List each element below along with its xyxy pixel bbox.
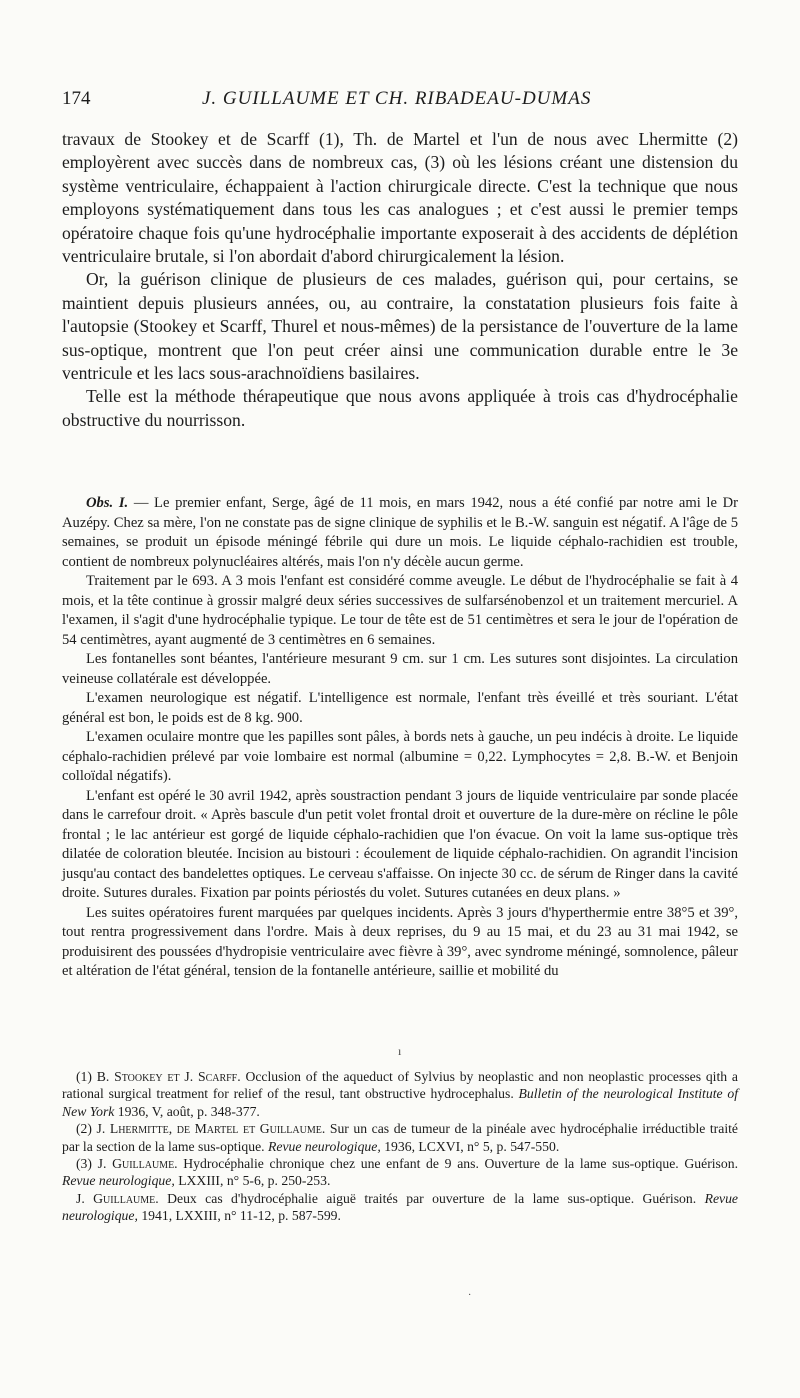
footnote-journal: Revue neurologique,: [62, 1173, 175, 1189]
footnote-journal: Bulletin of the neurological Institute of New York: [62, 1086, 738, 1119]
main-text: [62, 128, 738, 432]
footnote-authors: (3) J. Guillaume.: [76, 1156, 178, 1172]
observation-label: Obs. I.: [86, 495, 129, 511]
footnote-text: Hydrocéphalie chronique chez une enfant de 9 ans. Ouverture de la lame sus-optique. Guérison.: [183, 1156, 738, 1172]
footnote: [62, 1155, 738, 1190]
observation-paragraph: Les fontanelles sont béantes, l'antérieure mesurant 9 cm. sur 1 cm. Les sutures sont disjointes. La circulation veineuse collatérale est développée.: [62, 651, 738, 687]
page-number: 174: [62, 88, 91, 109]
footnotes: [62, 1068, 738, 1225]
observation-text: — Le premier enfant, Serge, âgé de 11 mois, en mars 1942, nous a été confié par notre ami le Dr Auzépy. Chez sa mère, l'on ne constate pas de signe clinique de syphilis et le B.-W. sanguin est négatif. A l'âge de 5 semaines, se produit un épisode méningé fébrile qui dure un mois. Le liquide céphalo-rachidien est trouble, contient de nombreux polynucléaires altérés, mais l'on n'y décèle aucun germe.: [62, 495, 738, 570]
body-paragraph: travaux de Stookey et de Scarff (1), Th. de Martel et l'un de nous avec Lhermitte (2) employèrent avec succès dans de nombreux cas, (3) où les lésions créant une distension du système ventriculaire, échappaient à l'action chirurgicale directe. C'est la technique que nous employons systématiquement dans tous les cas analogues ; et c'est aussi le premier temps opératoire chaque fois qu'une hydrocéphalie importante exposerait à des accidents de déplétion ventriculaire brutale, si l'on abordait d'abord chirurgicalement la lésion.: [62, 129, 738, 267]
observation-block: [62, 494, 738, 982]
running-title: J. GUILLAUME ET CH. RIBADEAU-DUMAS: [202, 88, 592, 109]
observation-paragraph: L'enfant est opéré le 30 avril 1942, après soustraction pendant 3 jours de liquide ventriculaire par sonde placée dans le carrefour droit. « Après bascule d'un petit volet frontal droit et ouverture de la dure-mère on récline le pôle frontal ; le lac antérieur est gorgé de liquide céphalo-rachidien que l'on évacue. On voit la lame sus-optique très dilatée de coloration bleutée. Incision au bistouri : écoulement de liquide céphalo-rachidien. On agrandit l'incision jusqu'au contact des bandelettes optiques. Le cerveau s'affaisse. On injecte 30 cc. de sérum de Ringer dans la cavité droite. Sutures durales. Fixation par points périostés du volet. Sutures cutanées en deux plans. »: [62, 787, 738, 901]
observation-paragraph: [62, 494, 738, 572]
page-header: [62, 88, 738, 112]
footnote-authors: (2) J. Lhermitte, de Martel et Guillaume.: [76, 1121, 326, 1137]
footnote-text: Deux cas d'hydrocéphalie aiguë traités par ouverture de la lame sus-optique. Guérison.: [167, 1190, 697, 1206]
footnote-ref: LXXIII, n° 5-6, p. 250-253.: [178, 1173, 331, 1189]
footnote-authors: (1) B. Stookey et J. Scarff.: [76, 1069, 241, 1084]
observation-paragraph: Traitement par le 693. A 3 mois l'enfant est considéré comme aveugle. Le début de l'hydrocéphalie se fait à 4 mois, et la tête continue à grossir malgré deux séries successives de sulfarsénobenzol et un traitement mercuriel. A l'examen, il s'agit d'une hydrocéphalie typique. Le tour de tête est de 51 centimètres et sera le jour de l'opération de 54 centimètres, ayant augmenté de 3 centimètres en 6 semaines.: [62, 573, 738, 648]
observation-paragraph: L'examen oculaire montre que les papilles sont pâles, à bords nets à gauche, un peu indécis à droite. Le liquide céphalo-rachidien prélevé par voie lombaire est normal (albumine = 0,22. Lymphocytes = 2,8. B.-W. et Benjoin colloïdal négatifs).: [62, 729, 738, 784]
footnote: [62, 1190, 738, 1225]
footnote-journal: Revue neurologique,: [62, 1190, 739, 1224]
observation-paragraph: L'examen neurologique est négatif. L'intelligence est normale, l'enfant très éveillé et très souriant. L'état général est bon, le poids est de 8 kg. 900.: [62, 690, 738, 726]
footnote: [62, 1120, 738, 1155]
footnote: [62, 1068, 738, 1120]
stray-mark: ı: [398, 1044, 402, 1058]
footnote-text: Occlusion of the aqueduct of Sylvius by neoplastic and non neoplastic processes qith a rational surgical treatment for relief of the resul, tant obstructive hydrocephalus.: [62, 1069, 738, 1102]
footnote-ref: 1941, LXXIII, n° 11-12, p. 587-599.: [141, 1208, 341, 1224]
footnote-authors: J. Guillaume.: [76, 1190, 159, 1206]
footnote-journal: Revue neurologique,: [268, 1138, 381, 1154]
stray-mark: ·: [468, 1290, 472, 1301]
footnote-ref: 1936, LCXVI, n° 5, p. 547-550.: [384, 1138, 560, 1154]
footnote-ref: 1936, V, août, p. 348-377.: [117, 1103, 260, 1119]
observation-paragraph: Les suites opératoires furent marquées par quelques incidents. Après 3 jours d'hyperthermie entre 38°5 et 39°, tout rentra progressivement dans l'ordre. Mais à deux reprises, du 9 au 15 mai, et du 23 au 31 mai 1942, se produisirent des poussées d'hydropisie ventriculaire avec fièvre à 39°, avec syndrome méningé, somnolence, pâleur et altération de l'état général, tension de la fontanelle antérieure, saillie et mobilité du: [62, 904, 738, 979]
body-paragraph: Telle est la méthode thérapeutique que nous avons appliquée à trois cas d'hydrocéphalie obstructive du nourrisson.: [62, 386, 738, 430]
footnote-text: Sur un cas de tumeur de la pinéale avec hydrocéphalie irréductible traité par la section de la lame sus-optique.: [62, 1121, 738, 1154]
body-paragraph: Or, la guérison clinique de plusieurs de ces malades, guérison qui, pour certains, se maintient depuis plusieurs années, ou, au contraire, la constatation plusieurs fois faite à l'autopsie (Stookey et Scarff, Thurel et nous-mêmes) de la persistance de l'ouverture de la lame sus-optique, montrent que l'on peut créer ainsi une communication durable entre le 3e ventricule et les lacs sous-arachnoïdiens basilaires.: [62, 269, 738, 384]
